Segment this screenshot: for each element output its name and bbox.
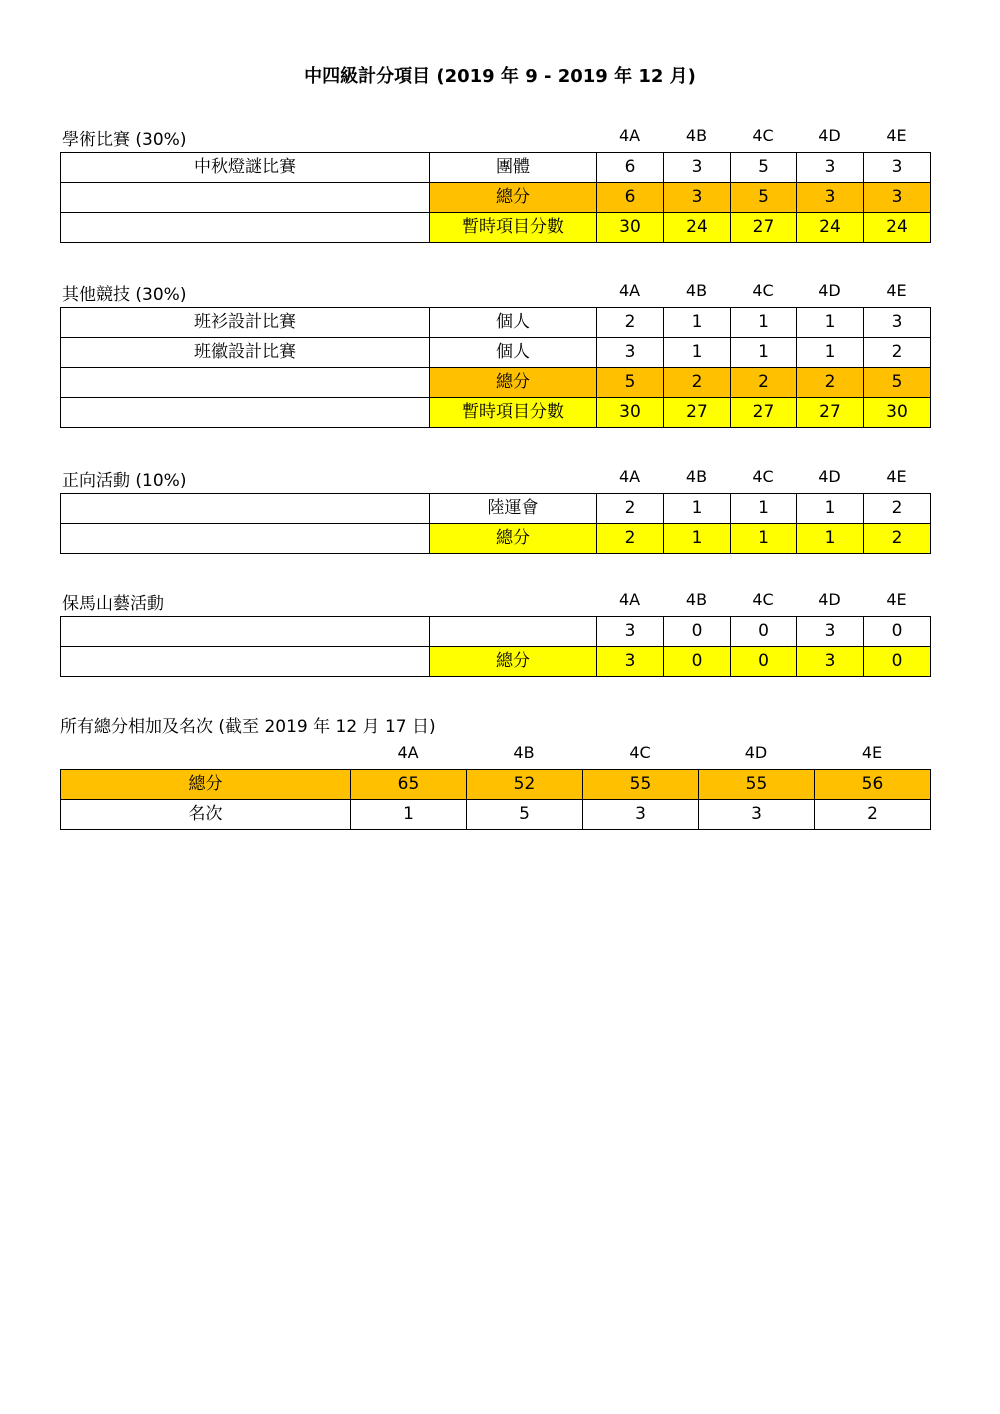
score-cell: 3 (797, 153, 864, 183)
col-head-4e: 4E (886, 126, 907, 145)
section-header (60, 121, 930, 152)
score-cell: 1 (731, 494, 797, 524)
section-header (60, 462, 930, 493)
section-title: 正向活動 (10%) (62, 471, 187, 491)
total-cell: 3 (797, 647, 864, 677)
score-cell: 2 (597, 494, 664, 524)
empty-cell (61, 647, 430, 677)
section-po-ma-shan-arts (60, 585, 930, 677)
item-type: 個人 (430, 338, 597, 368)
col-head-4a: 4A (618, 281, 641, 300)
total-cell: 5 (864, 368, 931, 398)
section-positive-activities (60, 462, 930, 554)
total-cell: 5 (597, 368, 664, 398)
summary-title-row (60, 708, 930, 739)
col-head-4e: 4E (861, 743, 883, 762)
col-head-4a: 4A (618, 590, 641, 609)
score-cell: 3 (664, 153, 731, 183)
total-cell: 5 (731, 183, 797, 213)
col-head-4d: 4D (818, 281, 841, 300)
score-cell: 6 (597, 153, 664, 183)
total-label: 總分 (430, 524, 597, 554)
total-cell: 52 (467, 770, 583, 800)
total-cell: 2 (664, 368, 731, 398)
total-cell: 3 (864, 183, 931, 213)
col-head-4b: 4B (685, 467, 708, 486)
total-cell: 2 (797, 368, 864, 398)
temp-score-row (61, 398, 931, 428)
section-title: 學術比賽 (30%) (62, 130, 187, 150)
item-name (61, 617, 430, 647)
score-cell: 1 (797, 308, 864, 338)
total-cell: 55 (583, 770, 699, 800)
score-cell: 3 (797, 617, 864, 647)
score-cell: 1 (797, 494, 864, 524)
item-name: 班衫設計比賽 (61, 308, 430, 338)
table-row (61, 494, 931, 524)
rank-label: 名次 (61, 800, 351, 830)
total-cell: 65 (351, 770, 467, 800)
col-head-4b: 4B (685, 126, 708, 145)
score-cell: 1 (664, 338, 731, 368)
col-head-4e: 4E (886, 590, 907, 609)
empty-cell (61, 183, 430, 213)
score-cell: 1 (797, 338, 864, 368)
score-table (60, 307, 931, 428)
col-head-4d: 4D (818, 467, 841, 486)
score-cell: 1 (664, 494, 731, 524)
temp-cell: 24 (864, 213, 931, 243)
score-cell: 0 (731, 617, 797, 647)
rank-cell: 2 (815, 800, 931, 830)
temp-cell: 24 (664, 213, 731, 243)
rank-cell: 5 (467, 800, 583, 830)
section-title: 其他競技 (30%) (62, 285, 187, 305)
empty-cell (61, 368, 430, 398)
rank-row (61, 800, 931, 830)
table-row (61, 308, 931, 338)
col-head-4c: 4C (752, 467, 774, 486)
col-head-4a: 4A (397, 743, 419, 762)
score-cell: 1 (664, 308, 731, 338)
empty-cell (61, 398, 430, 428)
temp-score-row (61, 213, 931, 243)
empty-cell (61, 524, 430, 554)
total-row (61, 183, 931, 213)
total-cell: 3 (597, 647, 664, 677)
total-cell: 6 (597, 183, 664, 213)
item-name (61, 494, 430, 524)
temp-cell: 27 (731, 398, 797, 428)
section-other-competitions (60, 276, 930, 428)
summary-header (60, 739, 930, 769)
score-table (60, 152, 931, 243)
score-cell: 3 (864, 308, 931, 338)
temp-cell: 30 (864, 398, 931, 428)
total-label: 總分 (61, 770, 351, 800)
score-cell: 0 (664, 617, 731, 647)
temp-label: 暫時項目分數 (430, 398, 597, 428)
score-table (60, 493, 931, 554)
temp-cell: 30 (597, 213, 664, 243)
section-header (60, 585, 930, 616)
section-header (60, 276, 930, 307)
score-cell: 1 (731, 308, 797, 338)
summary-title: 所有總分相加及名次 (截至 2019 年 12 月 17 日) (60, 717, 436, 737)
total-row (61, 368, 931, 398)
item-name: 中秋燈謎比賽 (61, 153, 430, 183)
total-cell: 2 (597, 524, 664, 554)
temp-cell: 27 (797, 398, 864, 428)
col-head-4d: 4D (818, 126, 841, 145)
temp-cell: 27 (664, 398, 731, 428)
col-head-4c: 4C (629, 743, 651, 762)
col-head-4d: 4D (818, 590, 841, 609)
total-cell: 3 (664, 183, 731, 213)
score-cell: 3 (597, 617, 664, 647)
total-row (61, 770, 931, 800)
score-cell: 2 (864, 338, 931, 368)
table-row (61, 153, 931, 183)
temp-cell: 30 (597, 398, 664, 428)
total-cell: 3 (797, 183, 864, 213)
col-head-4e: 4E (886, 467, 907, 486)
item-name: 班徽設計比賽 (61, 338, 430, 368)
col-head-4b: 4B (513, 743, 535, 762)
section-summary (60, 708, 930, 830)
score-cell: 2 (597, 308, 664, 338)
total-row (61, 647, 931, 677)
rank-cell: 1 (351, 800, 467, 830)
score-cell: 3 (597, 338, 664, 368)
col-head-4a: 4A (618, 126, 641, 145)
total-cell: 2 (864, 524, 931, 554)
total-cell: 1 (664, 524, 731, 554)
score-table (60, 616, 931, 677)
total-cell: 1 (797, 524, 864, 554)
total-label: 總分 (430, 183, 597, 213)
empty-cell (61, 213, 430, 243)
item-type: 個人 (430, 308, 597, 338)
total-cell: 0 (664, 647, 731, 677)
col-head-4a: 4A (618, 467, 641, 486)
score-cell: 2 (864, 494, 931, 524)
score-cell: 1 (731, 338, 797, 368)
col-head-4b: 4B (685, 281, 708, 300)
score-cell: 0 (864, 617, 931, 647)
item-type (430, 617, 597, 647)
temp-label: 暫時項目分數 (430, 213, 597, 243)
total-cell: 1 (731, 524, 797, 554)
score-cell: 5 (731, 153, 797, 183)
total-label: 總分 (430, 368, 597, 398)
summary-table (60, 769, 931, 830)
total-cell: 2 (731, 368, 797, 398)
total-cell: 0 (864, 647, 931, 677)
col-head-4b: 4B (685, 590, 708, 609)
total-cell: 0 (731, 647, 797, 677)
item-type: 陸運會 (430, 494, 597, 524)
col-head-4c: 4C (752, 590, 774, 609)
col-head-4e: 4E (886, 281, 907, 300)
score-cell: 3 (864, 153, 931, 183)
rank-cell: 3 (583, 800, 699, 830)
col-head-4c: 4C (752, 126, 774, 145)
col-head-4d: 4D (744, 743, 768, 762)
section-academic (60, 121, 930, 243)
total-cell: 55 (699, 770, 815, 800)
temp-cell: 27 (731, 213, 797, 243)
page-title: 中四級計分項目 (2019 年 9 - 2019 年 12 月) (304, 66, 696, 87)
total-label: 總分 (430, 647, 597, 677)
temp-cell: 24 (797, 213, 864, 243)
col-head-4c: 4C (752, 281, 774, 300)
total-row (61, 524, 931, 554)
section-title: 保馬山藝活動 (62, 594, 164, 614)
rank-cell: 3 (699, 800, 815, 830)
total-cell: 56 (815, 770, 931, 800)
table-row (61, 338, 931, 368)
item-type: 團體 (430, 153, 597, 183)
table-row (61, 617, 931, 647)
